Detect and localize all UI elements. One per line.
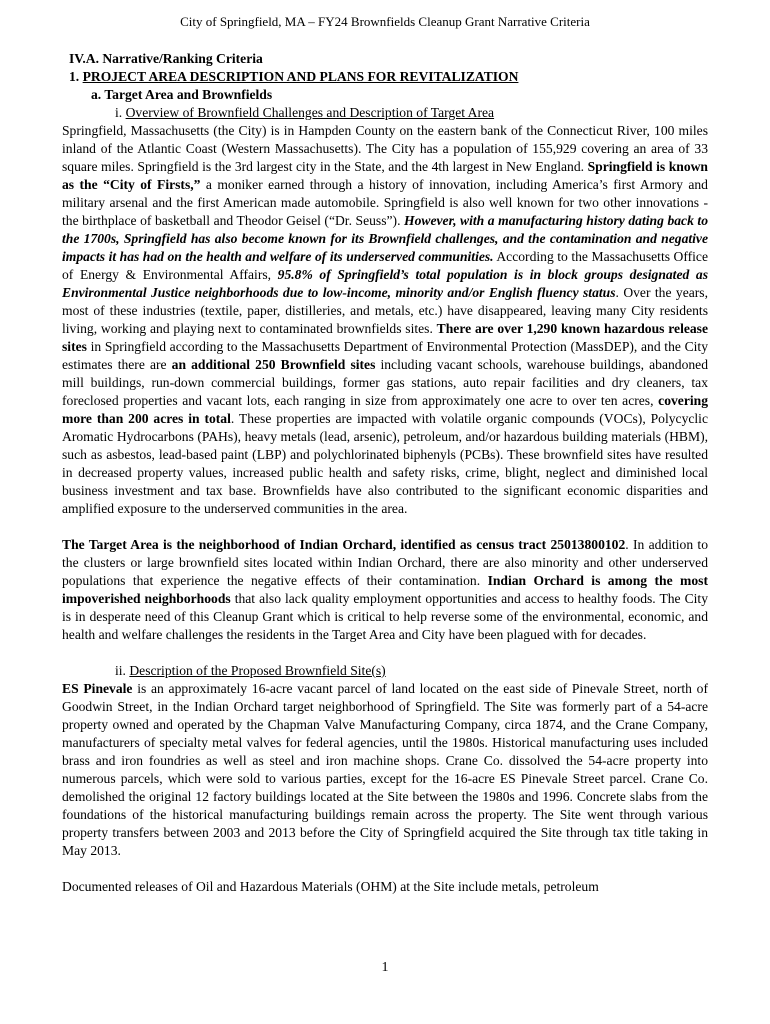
subsection-number: 1. <box>69 69 80 84</box>
heading-i <box>115 104 708 122</box>
paragraph-site-description <box>62 680 708 860</box>
p1-text-4: . Over the years, most of these industries (textile, paper, distilleries, and metals, etc.) have disappeared, leaving many City residents living, working and playing next to contaminated brownfields sites. <box>62 285 708 336</box>
p3-bold-1: ES Pinevale <box>62 681 133 696</box>
paragraph-target-area <box>62 536 708 644</box>
page-number: 1 <box>381 960 389 975</box>
p2-bold-1: The Target Area is the neighborhood of Indian Orchard, identified as census tract 25013800102 <box>62 537 626 552</box>
p2-text-2: that also lack quality employment opportunities and access to healthy foods. The City is in desperate need of this Cleanup Grant which is critical to help reverse some of the environmental, economic, and health and welfare challenges the residents in the Target Area and City have been plagued with for decades. <box>62 591 708 642</box>
p1-text-1: Springfield, Massachusetts (the City) is in Hampden County on the eastern bank of the Connecticut River, 100 miles inland of the Atlantic Coast (Western Massachusetts). The City has a population of 155,929 covering an area of 33 square miles. Springfield is the 3rd largest city in the State, and the 4th largest in New England. <box>62 123 708 174</box>
p1-text-6: including vacant schools, warehouse buildings, abandoned mill buildings, run-down commercial buildings, former gas stations, auto repair facilities and dry cleaners, tax foreclosed properties and vacant lots, each ranging in size from approximately one acre to over ten acres, <box>62 357 709 408</box>
p1-text-2: a moniker earned through a history of innovation, including America’s first Armory and military arsenal and the first American made automobile. Springfield is also well known for two other innovations - the birthplace of basketball and Theodor Geisel (“Dr. Seuss”). <box>62 177 708 228</box>
p1-bold-3: an additional 250 Brownfield sites <box>171 357 376 372</box>
p4-text-1: Documented releases of Oil and Hazardous Materials (OHM) at the Site include metals, petroleum <box>62 879 599 894</box>
heading-i-title: Overview of Brownfield Challenges and Description of Target Area <box>125 105 495 120</box>
p1-text-7: . These properties are impacted with volatile organic compounds (VOCs), Polycyclic Aromatic Hydrocarbons (PAHs), heavy metals (lead, arsenic), petroleum, and/or hazardous building materials (HBM), such as asbestos, lead-based paint (LBP) and polychlorinated biphenyls (PCBs). These brownfield sites have resulted in decreased property values, increased public health and safety risks, crime, blight, neglect and diminished local business investment and tax base. Brownfields have also contributed to the significant economic disparities and amplified exposure to the underserved communities in the area. <box>62 411 708 516</box>
heading-a-label: a. <box>91 87 102 102</box>
heading-i-label: i. <box>115 105 123 120</box>
subsection-heading <box>69 68 708 86</box>
p1-bold-italic-2: 95.8% of Springfield’s total population is in block groups designated as Environmental Justice neighborhoods due to low-income, minority and/or English fluency status <box>62 267 708 300</box>
p1-text-5: in Springfield according to the Massachusetts Department of Environmental Protection (MassDEP), and the City estimates there are <box>62 339 708 372</box>
p3-text-1: is an approximately 16-acre vacant parcel of land located on the east side of Pinevale Street, north of Goodwin Street, in the Indian Orchard target neighborhood of Springfield. The Site was formerly part of a 54-acre property owned and operated by the Chapman Valve Manufacturing Company, circa 1874, and the Crane Company, manufacturers of specialty metal valves for federal agencies, until the 1980s. Historical manufacturing uses included brass and iron foundries as well as steel and iron machine shops. Crane Co. dissolved the 54-acre property into numerous parcels, which were sold to various parties, except for the 16-acre ES Pinevale Street parcel. Crane Co. demolished the original 12 factory buildings located at the Site between the 1980s and 1996. Concrete slabs from the foundations of the historical manufacturing buildings remain across the property. The Site went through various property transfers between 2003 and 2013 before the City of Springfield acquired the Site through tax title taking in May 2013. <box>62 681 708 858</box>
paragraph-releases <box>62 878 708 896</box>
page-header: City of Springfield, MA – FY24 Brownfields Cleanup Grant Narrative Criteria <box>180 14 590 29</box>
subsection-title: PROJECT AREA DESCRIPTION AND PLANS FOR REVITALIZATION <box>82 69 519 84</box>
heading-a-title: Target Area and Brownfields <box>104 87 273 102</box>
p1-bold-2: There are over 1,290 known hazardous release sites <box>62 321 709 354</box>
heading-ii-label: ii. <box>115 663 126 678</box>
page-content <box>62 50 708 896</box>
section-title: IV.A. Narrative/Ranking Criteria <box>69 51 263 66</box>
p2-text-1: . In addition to the clusters or large brownfield sites located within Indian Orchard, there are also minority and other underserved populations that experience the negative effects of their contamination. <box>62 537 709 588</box>
p1-bold-1: Springfield is known as the “City of Firsts,” <box>62 159 708 192</box>
p1-text-3: According to the Massachusetts Office of Energy & Environmental Affairs, <box>62 249 708 282</box>
p2-bold-2: Indian Orchard is among the most impoverished neighborhoods <box>62 573 708 606</box>
paragraph-overview <box>62 122 708 518</box>
p1-bold-italic-1: However, with a manufacturing history dating back to the 1700s, Springfield has also become known for its Brownfield challenges, and the contamination and negative impacts it has had on the health and welfare of its underserved communities. <box>62 213 708 264</box>
p1-bold-4: covering more than 200 acres in total <box>62 393 708 426</box>
heading-ii-title: Description of the Proposed Brownfield Site(s) <box>129 663 386 678</box>
heading-a <box>91 86 708 104</box>
heading-ii <box>115 662 708 680</box>
